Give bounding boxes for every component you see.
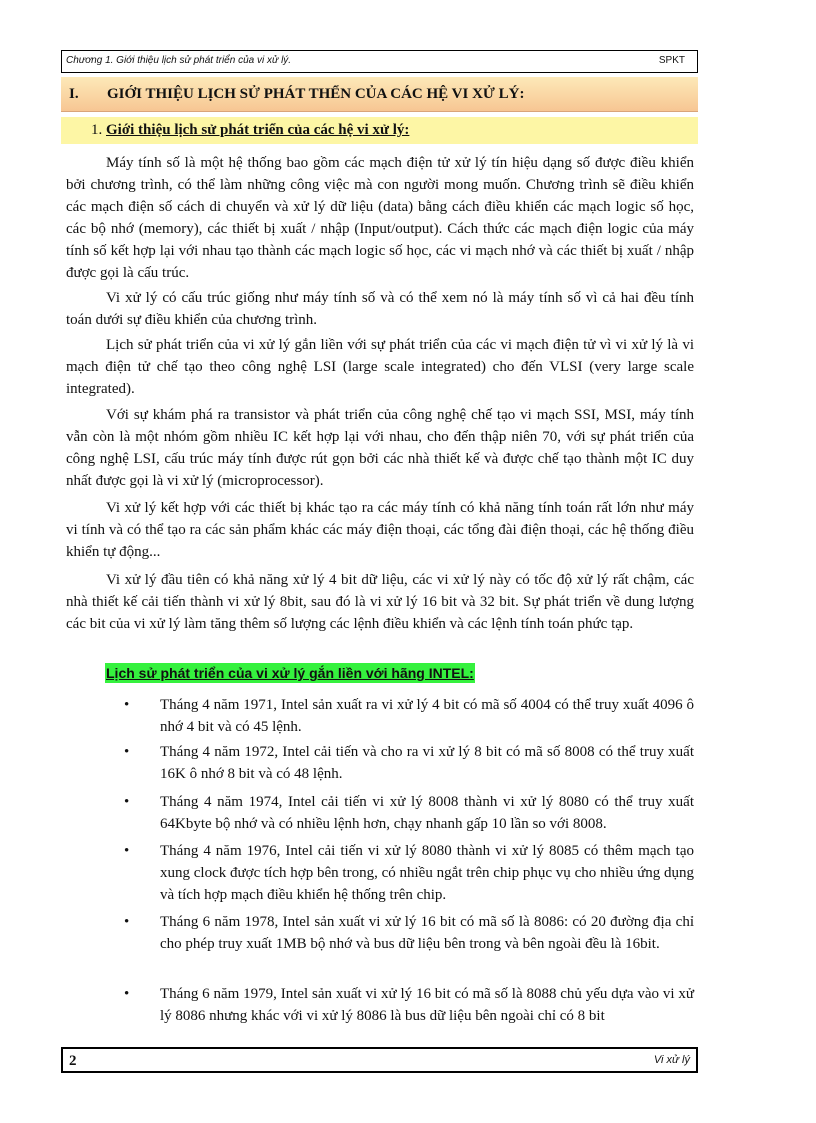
list-item-text: Tháng 4 năm 1972, Intel cải tiến và cho ra vi xử lý 8 bit có mã số 8008 có thể truy xuất 16K ô nhớ 8 bit và có 48 lệnh. bbox=[160, 744, 694, 782]
paragraph: Lịch sử phát triển của vi xử lý gắn liền với sự phát triển của các vi mạch điện tử vì vi xử lý là vi mạch điện tử chế tạo theo công nghệ LSI (large scale integrated) cho đến VLSI (very large scale integrated). bbox=[66, 337, 694, 397]
book-title: Vi xử lý bbox=[653, 1054, 690, 1066]
page-header bbox=[61, 50, 698, 73]
paragraph: Vi xử lý có cấu trúc giống như máy tính số và có thể xem nó là máy tính số vì cả hai đều tính toán dưới sự điều khiển của chương trình. bbox=[66, 290, 694, 328]
paragraph: Máy tính số là một hệ thống bao gồm các mạch điện tử xử lý tín hiệu dạng số được điều khiển bởi chương trình, có thể làm những công việc mà con người mong muốn. Chương trình sẽ điều khiển các mạch điện số cách di chuyển và xử lý dữ liệu (data) bằng cách điều khiển các mạch logic số học, các bộ nhớ (memory), các thiết bị xuất / nhập (Input/output). Cách thức các mạch điện logic của máy tính số kết hợp lại với nhau tạo thành các mạch logic số học, các vi mạch nhớ và các thiết bị xuất / nhập được gọi là cấu trúc. bbox=[66, 155, 694, 281]
bullet-icon: • bbox=[124, 744, 130, 760]
paragraph: Vi xử lý đầu tiên có khả năng xử lý 4 bit dữ liệu, các vi xử lý này có tốc độ xử lý rất chậm, các nhà thiết kế cải tiến thành vi xử lý 8bit, sau đó là vi xử lý 16 bit và 32 bit. Sự phát triển về dung lượng các bit của vi xử lý làm tăng thêm số lượng các lệnh điều khiển và các lệnh tính toán phức tạp. bbox=[66, 572, 694, 632]
bullet-icon: • bbox=[124, 843, 130, 859]
page-footer bbox=[61, 1047, 698, 1073]
subsection-heading bbox=[61, 117, 698, 144]
list-item-text: Tháng 4 năm 1971, Intel sản xuất ra vi xử lý 4 bit có mã số 4004 có thể truy xuất 4096 ô nhớ 4 bit và có 45 lệnh. bbox=[160, 697, 694, 735]
section-heading bbox=[61, 77, 698, 112]
section-title: GIỚI THIỆU LỊCH SỬ PHÁT THỂN CỦA CÁC HỆ VI XỬ LÝ: bbox=[107, 86, 525, 102]
bullet-icon: • bbox=[124, 697, 130, 713]
list-item-text: Tháng 4 năm 1974, Intel cải tiến vi xử lý 8008 thành vi xử lý 8080 có thể truy xuất 64Kbyte bộ nhớ và có nhiều lệnh hơn, chạy nhanh gấp 10 lần so với 8008. bbox=[160, 794, 694, 832]
list-item-text: Tháng 6 năm 1979, Intel sản xuất vi xử lý 16 bit có mã số là 8088 chủ yếu dựa vào vi xử lý 8086 nhưng khác với vi xử lý 8086 là bus dữ liệu bên ngoài chỉ có 8 bit bbox=[160, 986, 694, 1024]
bullet-icon: • bbox=[124, 914, 130, 930]
page-number: 2 bbox=[69, 1053, 77, 1069]
chapter-title: Chương 1. Giới thiệu lịch sử phát triển của vi xử lý. bbox=[66, 55, 292, 66]
subsection-title: Giới thiệu lịch sử phát triển của các hệ vi xử lý: bbox=[106, 122, 410, 138]
subsection-number: 1. bbox=[91, 122, 103, 138]
intel-history-heading: Lịch sử phát triển của vi xử lý gắn liền với hãng INTEL: bbox=[106, 665, 474, 681]
list-item-text: Tháng 4 năm 1976, Intel cải tiến vi xử lý 8080 thành vi xử lý 8085 có thêm mạch tạo xung clock được tích hợp bên trong, có nhiều ngắt trên chip phục vụ cho nhiều ứng dụng và tích hợp mạch điều khiển hệ thống trên chip. bbox=[160, 843, 694, 903]
section-number: I. bbox=[69, 86, 79, 102]
bullet-icon: • bbox=[124, 986, 130, 1002]
school-label: SPKT bbox=[658, 55, 685, 66]
bullet-icon: • bbox=[124, 794, 130, 810]
paragraph: Vi xử lý kết hợp với các thiết bị khác tạo ra các máy tính có khả năng tính toán rất lớn như máy vi tính và có thể tạo ra các sản phẩm khác các máy điện thoại, các tổng đài điện thoại, các hệ thống điều khiển tự động... bbox=[66, 500, 694, 560]
paragraph: Với sự khám phá ra transistor và phát triển của công nghệ chế tạo vi mạch SSI, MSI, máy tính vẫn còn là một nhóm gồm nhiều IC kết hợp lại với nhau, cho đến thập niên 70, với sự phát triển của công nghệ LSI, cấu trúc máy tính được rút gọn bởi các nhà thiết kế và được chế tạo thành một IC duy nhất được gọi là vi xử lý (microprocessor). bbox=[66, 407, 694, 489]
list-item-text: Tháng 6 năm 1978, Intel sản xuất vi xử lý 16 bit có mã số là 8086: có 20 đường địa chỉ cho phép truy xuất 1MB bộ nhớ và bus dữ liệu bên trong và bên ngoài đều là 16bit. bbox=[160, 914, 694, 952]
